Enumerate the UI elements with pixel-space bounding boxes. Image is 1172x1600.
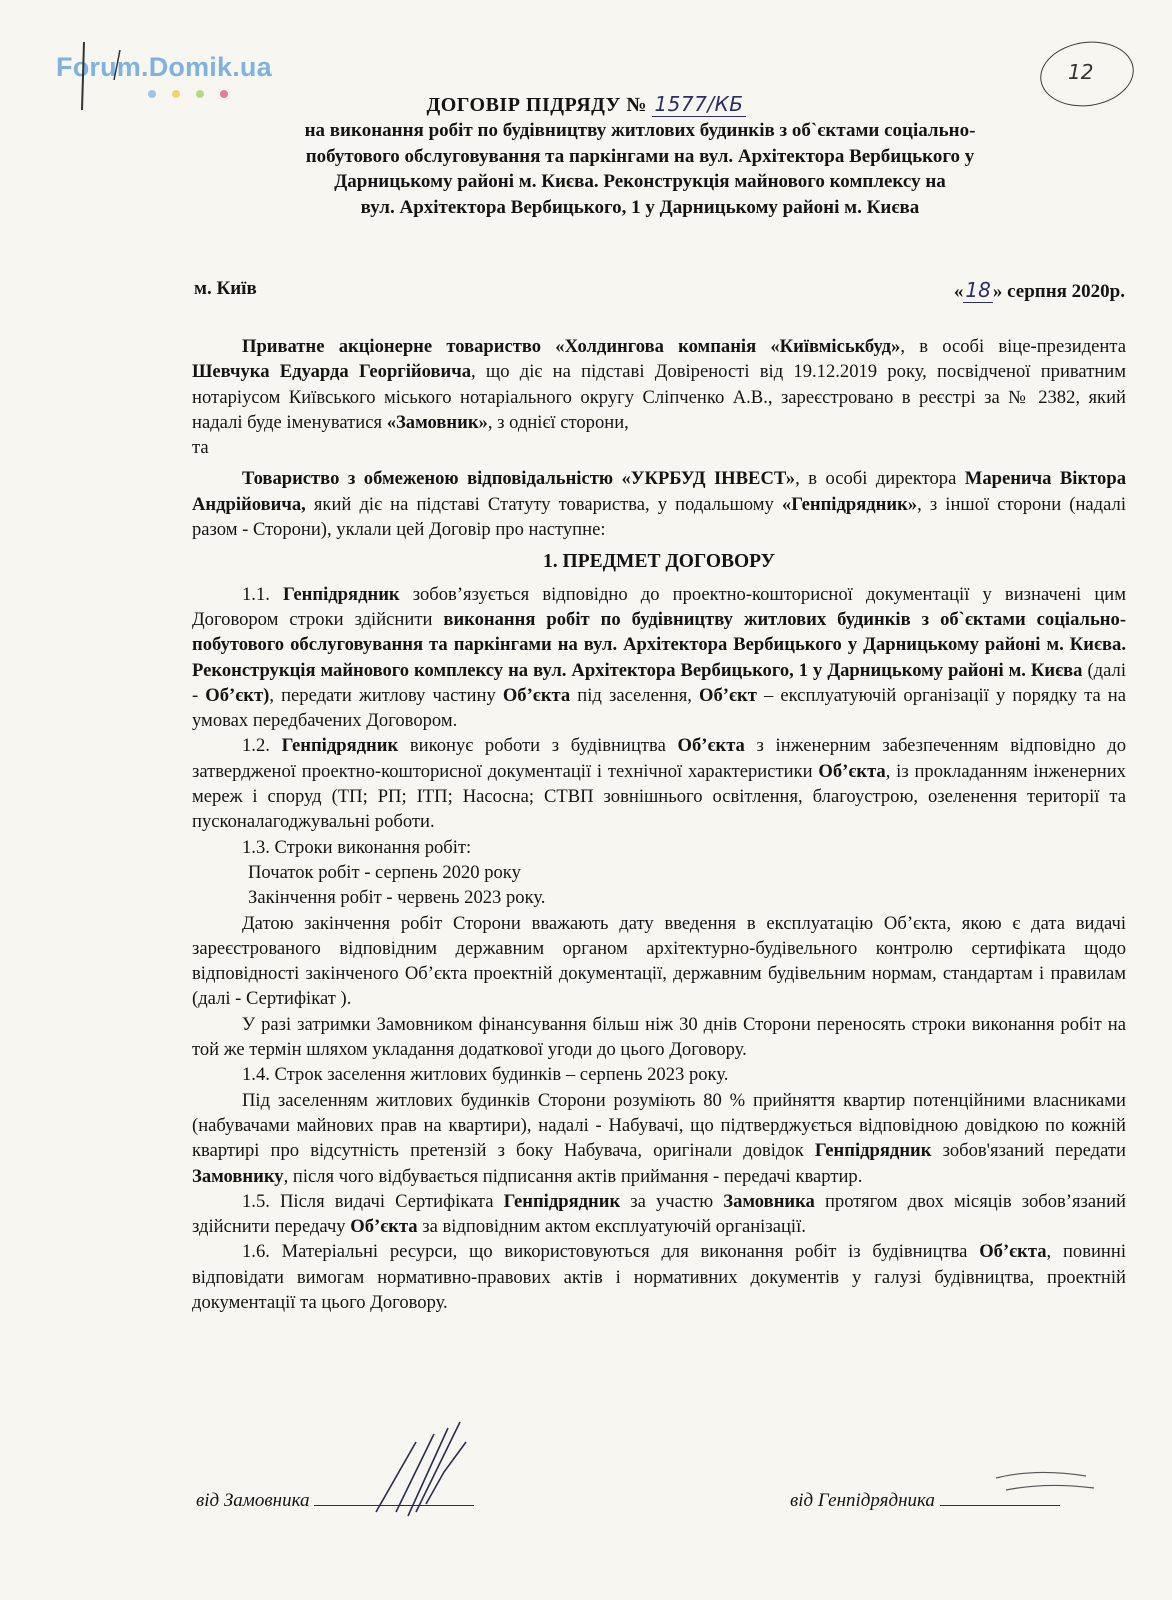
text-span: 1.2. xyxy=(242,735,282,757)
clause-1-4: 1.4. Строк заселення житлових будинків – серпень 2023 року. xyxy=(242,1064,729,1086)
text-span: з інженерним забезпеченням відповідно до затвердженої проектно-кошторисної документації і технічної характеристики xyxy=(192,735,1126,782)
bold-term: виконання робіт по будівництву житлових будинків з об`єктами соціально-побутового обслуговування та паркінгами на вул. Архітектора Вербицького у Дарницькому районі м. Києва. Реконструкція майнового комплексу на вул. Архітектора Вербицького, 1 у Дарницькому районі м. Києва xyxy=(192,608,1127,681)
signature-customer-scribble xyxy=(356,1412,496,1522)
date-rest: » серпня 2020р. xyxy=(992,281,1125,302)
contract-number-handwritten: 1577/КБ xyxy=(654,92,744,116)
clause-1-4-settlement xyxy=(192,1088,1126,1189)
text-span: Під заселенням житлових будинків Сторони розуміють 80 % прийняття квартир потенційними власниками (набувачами майнових прав на квартири), надалі - Набувачі, що підтверджується відповідною довідкою по кожній квартирі про відсутність претензій з боку Набувача, оригінали довідок xyxy=(192,1089,1126,1162)
bold-term: Генпідрядник xyxy=(503,1190,621,1212)
subtitle-line: Дарницькому районі м. Києва. Реконструкція майнового комплексу на xyxy=(334,171,946,192)
text-span: – експлуатуючій організації у порядку та на умовах передбачених Договором. xyxy=(192,684,1126,732)
section-title: 1. ПРЕДМЕТ ДОГОВОРУ xyxy=(543,551,775,573)
contract-date xyxy=(954,278,1125,303)
signature-contractor-scribble xyxy=(986,1464,1106,1504)
bold-term: Замовника xyxy=(723,1190,815,1212)
bold-term: Об’єкт xyxy=(699,684,757,706)
signature-line xyxy=(940,1505,1060,1506)
bold-term: Генпідрядник xyxy=(283,583,400,605)
and-word: та xyxy=(192,437,209,459)
subtitle-line: вул. Архітектора Вербицького, 1 у Дарницькому районі м. Києва xyxy=(360,196,920,218)
clause-1-2 xyxy=(192,733,1126,834)
text-span: який діє на підставі Статуту товариства, у подальшому xyxy=(305,493,782,515)
text-span: , з іншої сторони (надалі разом - Сторони), уклали цей Договір про наступне: xyxy=(192,493,1126,541)
clause-1-3: 1.3. Строки виконання робіт: xyxy=(242,836,472,858)
bold-term: Об’єкта xyxy=(818,760,886,782)
clause-1-3-delay: У разі затримки Замовником фінансування більш ніж 30 днів Сторони переносять строки виконання робіт на той же термін шляхом укладання додаткової угоди до цього Договору. xyxy=(192,1013,1126,1061)
text-span: , з однієї сторони, xyxy=(487,411,629,433)
bold-term: Генпідрядник xyxy=(281,735,399,757)
text-span: , що діє на підставі Довіреності від 19.12.2019 року, посвідченої приватним нотаріусом Київського міського нотаріального округу Сліпченко А.В., зареєстровано в реєстрі за № 2382, який надалі буде іменуватися xyxy=(192,361,1126,433)
bold-term: Об’єкта xyxy=(677,735,745,757)
bold-term: Генпідрядник xyxy=(814,1140,932,1162)
date-open: « xyxy=(953,281,964,302)
contractor-name: Товариство з обмеженою відповідальністю «УКРБУД ІНВЕСТ» xyxy=(242,468,796,490)
contract-title-prefix: ДОГОВІР ПІДРЯДУ № xyxy=(426,94,647,116)
contractor-label: «Генпідрядник» xyxy=(781,493,918,515)
bold-term: Замовнику xyxy=(192,1165,284,1187)
customer-label: «Замовник» xyxy=(386,411,488,433)
signature-customer-label: від Замовника xyxy=(196,1490,310,1511)
party-contractor-paragraph xyxy=(192,466,1126,542)
text-span: 1.6. Матеріальні ресурси, що використовуються для виконання робіт із будівництва xyxy=(242,1241,980,1263)
text-span: 1.1. xyxy=(242,583,284,605)
subtitle-line: на виконання робіт по будівництву житлових будинків з об`єктами соціально- xyxy=(304,120,976,141)
text-span: , після чого відбувається підписання актів приймання - передачі квартир. xyxy=(283,1165,863,1187)
contractor-representative: Маренича Віктора Андрійовича, xyxy=(192,468,1126,515)
text-span: (далі - xyxy=(192,659,1126,706)
clause-1-3-completion: Датою закінчення робіт Сторони вважають дату введення в експлуатацію Об’єкта, якою є дата видачі зареєстрованого відповідним державним органом архітектурно-будівельного контролю сертифіката щодо відповідності закінченого Об’єкта проектній документації, державним будівельним нормам, стандартам і правилам (далі - Сертифікат ). xyxy=(192,912,1126,1010)
contract-title xyxy=(140,92,1032,117)
clause-1-1 xyxy=(192,582,1126,734)
clause-1-3-start: Початок робіт - серпень 2020 року xyxy=(248,861,521,883)
text-span: за відповідним актом експлуатуючій організації. xyxy=(417,1216,806,1238)
parties-block xyxy=(192,334,1126,1315)
bold-term: Об’єкта xyxy=(350,1216,418,1238)
clause-1-5 xyxy=(192,1189,1126,1240)
customer-name: Приватне акціонерне товариство «Холдингова компанія «Київміськбуд» xyxy=(242,336,901,357)
place: м. Київ xyxy=(194,278,257,299)
clause-1-6 xyxy=(192,1239,1126,1315)
text-span: зобов'язаний передати xyxy=(931,1140,1126,1162)
text-span: зобов’язується відповідно до проектно-кошторисної документації у визначені цим Договором строки здійснити xyxy=(192,583,1126,630)
page-number-handwritten: 12 xyxy=(1068,60,1094,84)
text-span: , повинні відповідати вимогам нормативно-правових актів і нормативних документів у галузі будівництва, проектній документації та цього Договору. xyxy=(192,1241,1126,1313)
subtitle-line: побутового обслуговування та паркінгами на вул. Архітектора Вербицького у xyxy=(305,145,975,167)
text-span: за участю xyxy=(620,1190,724,1212)
text-span: 1.5. Після видачі Сертифіката xyxy=(242,1190,504,1212)
date-day-handwritten: 18 xyxy=(965,278,991,302)
text-span: , із прокладанням інженерних мереж і споруд (ТП; РП; ІТП; Насосна; СТВП зовнішнього освітлення, благоустрою, озеленення території та пусконалагоджувальні роботи. xyxy=(192,760,1126,833)
bold-term: Об’єкт) xyxy=(205,684,270,706)
party-customer-paragraph xyxy=(192,334,1126,435)
text-span: під заселення, xyxy=(570,684,700,706)
text-span: виконує роботи з будівництва xyxy=(398,735,678,757)
text-span: протягом двох місяців зобов’язаний здійснити передачу xyxy=(192,1190,1127,1238)
text-span: , передати житлову частину xyxy=(269,684,503,706)
text-span: , в особі віце-президента xyxy=(900,336,1126,357)
bold-term: Об’єкта xyxy=(979,1241,1047,1263)
contract-subtitle xyxy=(180,118,1100,220)
signature-contractor-label: від Генпідрядника xyxy=(790,1490,935,1511)
bold-term: Об’єкта xyxy=(502,684,571,706)
text-span: , в особі директора xyxy=(795,468,965,490)
clause-1-3-end: Закінчення робіт - червень 2023 року. xyxy=(248,887,546,909)
customer-representative: Шевчука Едуарда Георгійовича xyxy=(192,361,471,383)
watermark-logo: Forum.Domik.ua xyxy=(56,52,272,82)
